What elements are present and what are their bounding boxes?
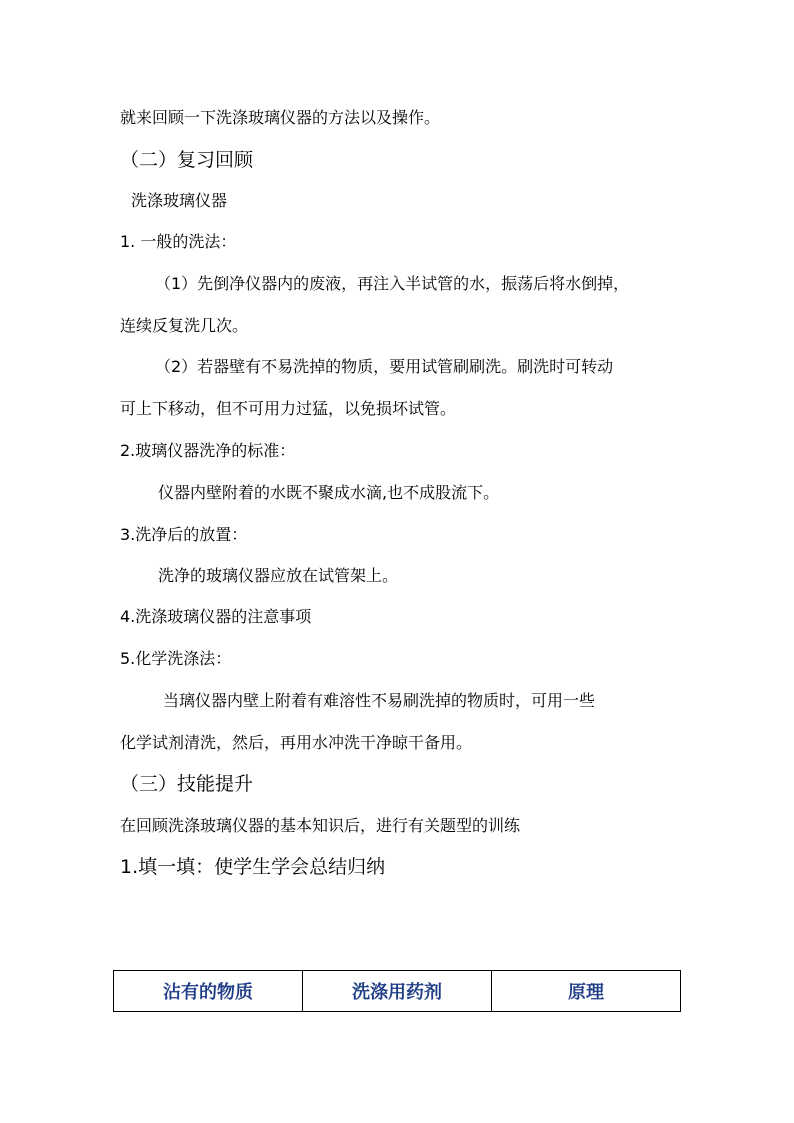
item-3-para: 洗净的玻璃仪器应放在试管架上。 [158,566,399,585]
wash-table [113,970,681,1012]
item-5-para-b: 化学试剂清洗，然后，再用水冲洗干净晾干备用。 [120,733,473,752]
item-1-para-2a: （2）若器壁有不易洗掉的物质，要用试管刷刷洗。刷洗时可转动 [155,357,614,376]
skill-intro: 在回顾洗涤玻璃仪器的基本知识后，进行有关题型的训练 [120,816,521,835]
item-1-para-1b: 连续反复洗几次。 [120,316,249,335]
item-3-heading: 3.洗净后的放置： [120,525,248,544]
table-header-reagent: 洗涤用药剂 [303,971,492,1012]
item-2-para: 仪器内壁附着的水既不聚成水滴,也不成股流下。 [158,483,500,502]
subtitle-wash-glassware: 洗涤玻璃仪器 [131,191,228,210]
table-header-row [114,971,681,1012]
item-5-heading: 5.化学洗涤法： [120,649,232,668]
item-1-para-2b: 可上下移动，但不可用力过猛，以免损坏试管。 [120,399,457,418]
item-4-heading: 4.洗涤玻璃仪器的注意事项 [120,607,312,626]
fill-in-heading: 1.填一填：使学生学会总结归纳 [120,856,386,878]
section-heading-skills: （三）技能提升 [120,773,254,795]
item-1-para-1a: （1）先倒净仪器内的废液，再注入半试管的水，振荡后将水倒掉， [155,274,630,293]
item-5-para-a: 当璃仪器内壁上附着有难溶性不易刷洗掉的物质时，可用一些 [163,691,596,710]
item-1-heading: 1. 一般的洗法： [120,232,237,251]
table-header-substance: 沾有的物质 [114,971,303,1012]
item-2-heading: 2.玻璃仪器洗净的标准： [120,441,296,460]
table-header-principle: 原理 [492,971,681,1012]
line-intro: 就来回顾一下洗涤玻璃仪器的方法以及操作。 [120,108,441,127]
section-heading-review: （二）复习回顾 [120,149,254,171]
